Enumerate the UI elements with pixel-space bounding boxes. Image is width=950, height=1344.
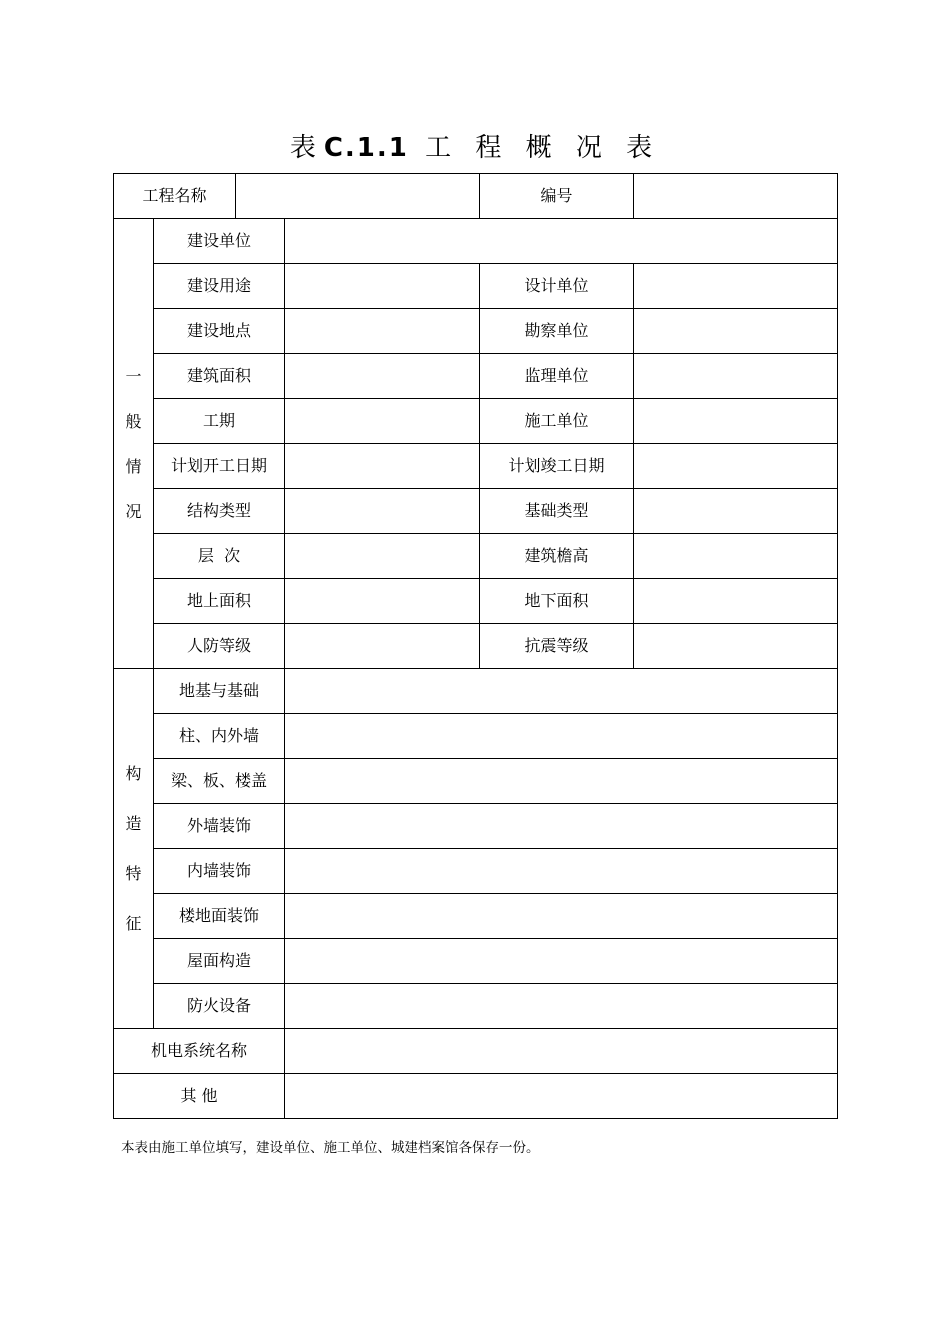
value-field[interactable] (285, 669, 838, 714)
row-label: 屋面构造 (154, 939, 285, 984)
table-row (114, 399, 838, 444)
table-row (114, 489, 838, 534)
row-label: 工期 (154, 399, 285, 444)
value-field[interactable] (285, 399, 480, 444)
value-field[interactable] (634, 399, 838, 444)
value-field[interactable] (285, 354, 480, 399)
row-label: 柱、内外墙 (154, 714, 285, 759)
row-label: 建设用途 (154, 264, 285, 309)
value-field[interactable] (634, 354, 838, 399)
project-overview-table (113, 173, 838, 1119)
value-field[interactable] (285, 939, 838, 984)
row-label: 建设单位 (154, 219, 285, 264)
value-field[interactable] (285, 804, 838, 849)
value-field[interactable] (634, 624, 838, 669)
group-label-char: 征 (125, 913, 142, 933)
value-field[interactable] (285, 1074, 838, 1119)
row-label: 计划竣工日期 (480, 444, 634, 489)
row-label: 防火设备 (154, 984, 285, 1029)
row-label: 外墙装饰 (154, 804, 285, 849)
value-field[interactable] (285, 444, 480, 489)
table-row (114, 1029, 838, 1074)
row-label: 结构类型 (154, 489, 285, 534)
row-label: 机电系统名称 (114, 1029, 285, 1074)
value-field[interactable] (634, 489, 838, 534)
row-label: 勘察单位 (480, 309, 634, 354)
value-field[interactable] (634, 264, 838, 309)
row-label: 建筑面积 (154, 354, 285, 399)
title-name: 工 程 概 况 表 (425, 133, 661, 163)
row-label: 基础类型 (480, 489, 634, 534)
value-field[interactable] (285, 219, 838, 264)
row-label: 人防等级 (154, 624, 285, 669)
value-field[interactable] (285, 489, 480, 534)
row-label: 地上面积 (154, 579, 285, 624)
value-field[interactable] (634, 579, 838, 624)
value-field[interactable] (285, 894, 838, 939)
table-row (114, 939, 838, 984)
table-row (114, 579, 838, 624)
footnote: 本表由施工单位填写，建设单位、施工单位、城建档案馆各保存一份。 (121, 1140, 540, 1156)
structure-section-label (114, 669, 154, 1029)
table-row (114, 1074, 838, 1119)
row-label: 施工单位 (480, 399, 634, 444)
table-row (114, 219, 838, 264)
value-field[interactable] (634, 444, 838, 489)
row-label: 楼地面装饰 (154, 894, 285, 939)
row-label: 抗震等级 (480, 624, 634, 669)
group-label-char: 般 (125, 411, 142, 431)
table-row (114, 354, 838, 399)
value-field[interactable] (634, 309, 838, 354)
value-field[interactable] (285, 714, 838, 759)
row-label: 地基与基础 (154, 669, 285, 714)
row-label: 计划开工日期 (154, 444, 285, 489)
value-field[interactable] (285, 264, 480, 309)
row-label: 地下面积 (480, 579, 634, 624)
title-code: C.1.1 (323, 133, 409, 163)
table-row (114, 714, 838, 759)
table-row (114, 264, 838, 309)
row-label: 建筑檐高 (480, 534, 634, 579)
table-row (114, 444, 838, 489)
value-field[interactable] (285, 849, 838, 894)
value-field[interactable] (285, 534, 480, 579)
row-label: 设计单位 (480, 264, 634, 309)
value-field[interactable] (285, 309, 480, 354)
group-label-char: 特 (125, 863, 142, 883)
group-label-char: 造 (125, 813, 142, 833)
project-name-field[interactable] (236, 174, 480, 219)
table-row (114, 174, 838, 219)
table-row (114, 984, 838, 1029)
number-label: 编号 (480, 174, 634, 219)
page-title (0, 128, 950, 168)
group-label-char: 一 (125, 366, 142, 386)
value-field[interactable] (285, 579, 480, 624)
value-field[interactable] (634, 534, 838, 579)
row-label: 内墙装饰 (154, 849, 285, 894)
table-row (114, 534, 838, 579)
project-name-label: 工程名称 (114, 174, 236, 219)
row-label: 建设地点 (154, 309, 285, 354)
title-prefix: 表 (289, 133, 324, 163)
group-label-char: 构 (125, 763, 142, 783)
table-row (114, 624, 838, 669)
row-label: 梁、板、楼盖 (154, 759, 285, 804)
row-label: 其 他 (114, 1074, 285, 1119)
group-label-char: 情 (125, 456, 142, 476)
table-row (114, 309, 838, 354)
number-field[interactable] (634, 174, 838, 219)
value-field[interactable] (285, 759, 838, 804)
row-label: 层 次 (154, 534, 285, 579)
table-row (114, 894, 838, 939)
table-row (114, 669, 838, 714)
value-field[interactable] (285, 984, 838, 1029)
row-label: 监理单位 (480, 354, 634, 399)
table-row (114, 759, 838, 804)
table-row (114, 849, 838, 894)
table-row (114, 804, 838, 849)
general-section-label (114, 219, 154, 669)
group-label-char: 况 (125, 501, 142, 521)
value-field[interactable] (285, 1029, 838, 1074)
value-field[interactable] (285, 624, 480, 669)
